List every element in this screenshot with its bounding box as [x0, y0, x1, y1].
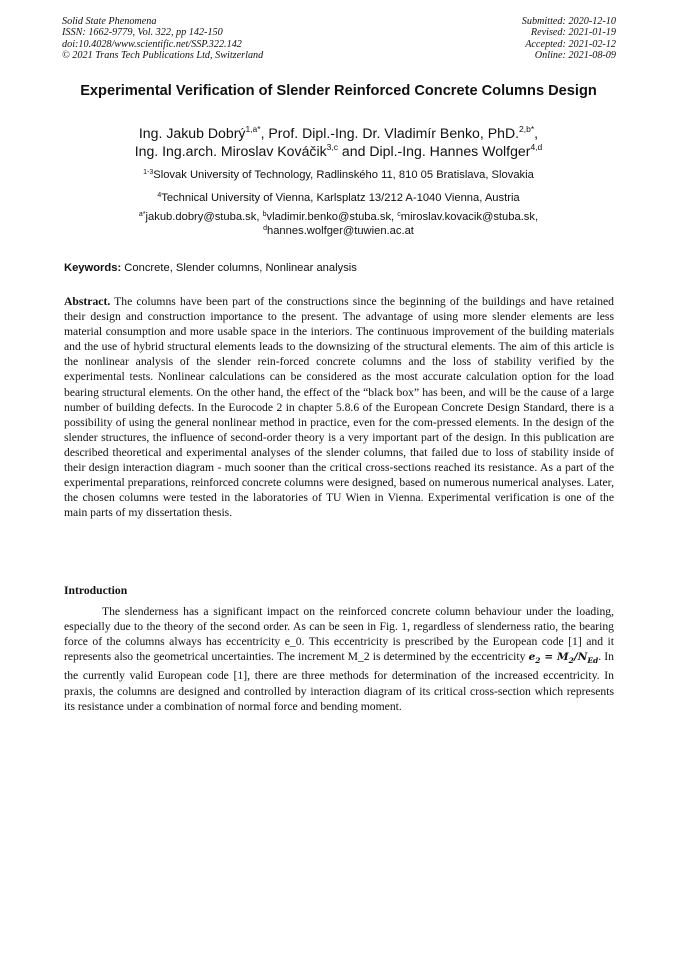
- formula-e: e: [528, 651, 536, 664]
- formula-e-sub: 2: [535, 656, 541, 666]
- author-emails: [62, 210, 615, 238]
- abstract-label: Abstract.: [64, 295, 111, 308]
- paper-title: Experimental Verification of Slender Reinforced Concrete Columns Design: [80, 83, 597, 99]
- author-4-sup: 4,d: [530, 142, 543, 152]
- author-2: , Prof. Dipl.-Ing. Dr. Vladimír Benko, PhD.: [260, 125, 520, 141]
- email-d[interactable]: hannes.wolfger@tuwien.ac.at: [266, 225, 414, 237]
- submission-dates: [522, 16, 616, 61]
- author-3-sup: 3,c: [326, 142, 338, 152]
- email-b[interactable]: vladimir.benko@stuba.sk,: [266, 211, 398, 223]
- author-and: and: [337, 143, 370, 159]
- affiliation-1: [62, 168, 615, 182]
- author-1: Ing. Jakub Dobrý: [138, 125, 246, 141]
- journal-info: [62, 16, 263, 61]
- affiliation-1-sup: 1-3: [143, 169, 154, 176]
- date-online: Online: 2021-08-09: [534, 49, 616, 61]
- introduction-paragraph: [64, 604, 614, 714]
- keywords: [64, 261, 616, 275]
- affiliation-1-text: Slovak University of Technology, Radlinského 11, 810 05 Bratislava, Slovakia: [153, 169, 534, 181]
- author-separator: ,: [534, 125, 539, 141]
- author-2-sup: 2,b*: [519, 124, 535, 134]
- date-revised: Revised: 2021-01-19: [530, 27, 616, 39]
- author-3: Ing. Ing.arch. Miroslav Kováčik: [134, 143, 327, 159]
- date-submitted: Submitted: 2020-12-10: [521, 16, 616, 27]
- email-c-sup: c: [397, 211, 401, 218]
- section-heading-introduction: Introduction: [64, 584, 128, 597]
- email-a-sup: a*: [138, 211, 146, 218]
- formula-slash: /: [573, 651, 578, 664]
- eccentricity-formula: [528, 651, 599, 666]
- abstract: [64, 294, 614, 520]
- affiliation-2: [62, 191, 615, 205]
- email-c[interactable]: miroslav.kovacik@stuba.sk,: [400, 211, 539, 223]
- affiliation-2-sup: 4: [157, 192, 162, 199]
- journal-name: Solid State Phenomena: [62, 16, 157, 27]
- intro-text-after: . In the currently valid European code [1], there are three methods for determination of the increased eccentricity. In praxis, the columns are designed and controlled by interaction diagram of its critical cross-section which represents its resistance under a combination of normal force and bending moment.: [64, 650, 614, 713]
- affiliation-2-text: Technical University of Vienna, Karlsplatz 13/212 A-1040 Vienna, Austria: [161, 192, 520, 204]
- formula-m: M: [557, 651, 569, 664]
- author-4: Dipl.-Ing. Hannes Wolfger: [369, 143, 531, 159]
- journal-copyright: © 2021 Trans Tech Publications Ltd, Switzerland: [62, 49, 264, 61]
- journal-doi: doi:10.4028/www.scientific.net/SSP.322.142: [62, 38, 242, 50]
- date-accepted: Accepted: 2021-02-12: [525, 38, 616, 50]
- intro-text-before: The slenderness has a significant impact on the reinforced concrete column behaviour under the loading, especially due to the theory of the second order. As can be seen in Fig. 1, regardless of slenderness ratio, the bearing force of the columns always has eccentricity e_0. This eccentricity is prescribed by the European code [1] and it represents also the geometrical uncertainties. The increment M_2 is determined by the eccentricity: [64, 605, 614, 664]
- email-b-sup: b: [262, 211, 267, 218]
- formula-eq: =: [540, 651, 558, 664]
- formula-m-sub: 2: [568, 656, 574, 666]
- abstract-text: The columns have been part of the constructions since the beginning of the buildings and have retained their design and construction importance to the present. The advantage of using more slender elements are less material consumption and more usable space in the interiors. The continuous improvement of the building materials and the use of hybrid structural elements leads to the downsizing of the structural elements. The aim of this article is the nonlinear analysis of the slender rein-forced concrete columns and the loss of stability verified by the experimental tests. Nonlinear calculations can be considered as the most accurate calculation option for the load bearing structural elements. On the other hand, the effect of the “black box” has been, and will be the cause of a large number of building defects. In the Eurocode 2 in chapter 5.8.6 of the European Concrete Design Standard, there is a possibility of using the general nonlinear method in practice, even for the com-pressed elements. In the design of the slender structures, the influence of second-order theory is a very important part of the design. In this publication are described theoretical and experimental analyses of the slender columns, that failed due to loss of stability inside of their design interaction diagram - much sooner than the critical cross-sections reached its resistance. As a part of the experimental preparations, reinforced concrete columns were designed, based on numerous numerical analyses. Later, the chosen columns were tested in the laboratories of TU Wien in Vienna. Experimental verification is one of the main parts of my dissertation thesis.: [64, 295, 614, 520]
- email-a[interactable]: jakub.dobry@stuba.sk,: [145, 211, 263, 223]
- keywords-text: Concrete, Slender columns, Nonlinear analysis: [121, 262, 357, 274]
- formula-n-sub: Ed: [587, 656, 599, 666]
- formula-n: N: [577, 651, 588, 664]
- author-list: [62, 124, 615, 160]
- journal-issn: ISSN: 1662-9779, Vol. 322, pp 142-150: [62, 27, 223, 39]
- author-1-sup: 1,a*: [245, 124, 261, 134]
- email-d-sup: d: [263, 225, 267, 232]
- keywords-label: Keywords:: [64, 262, 122, 274]
